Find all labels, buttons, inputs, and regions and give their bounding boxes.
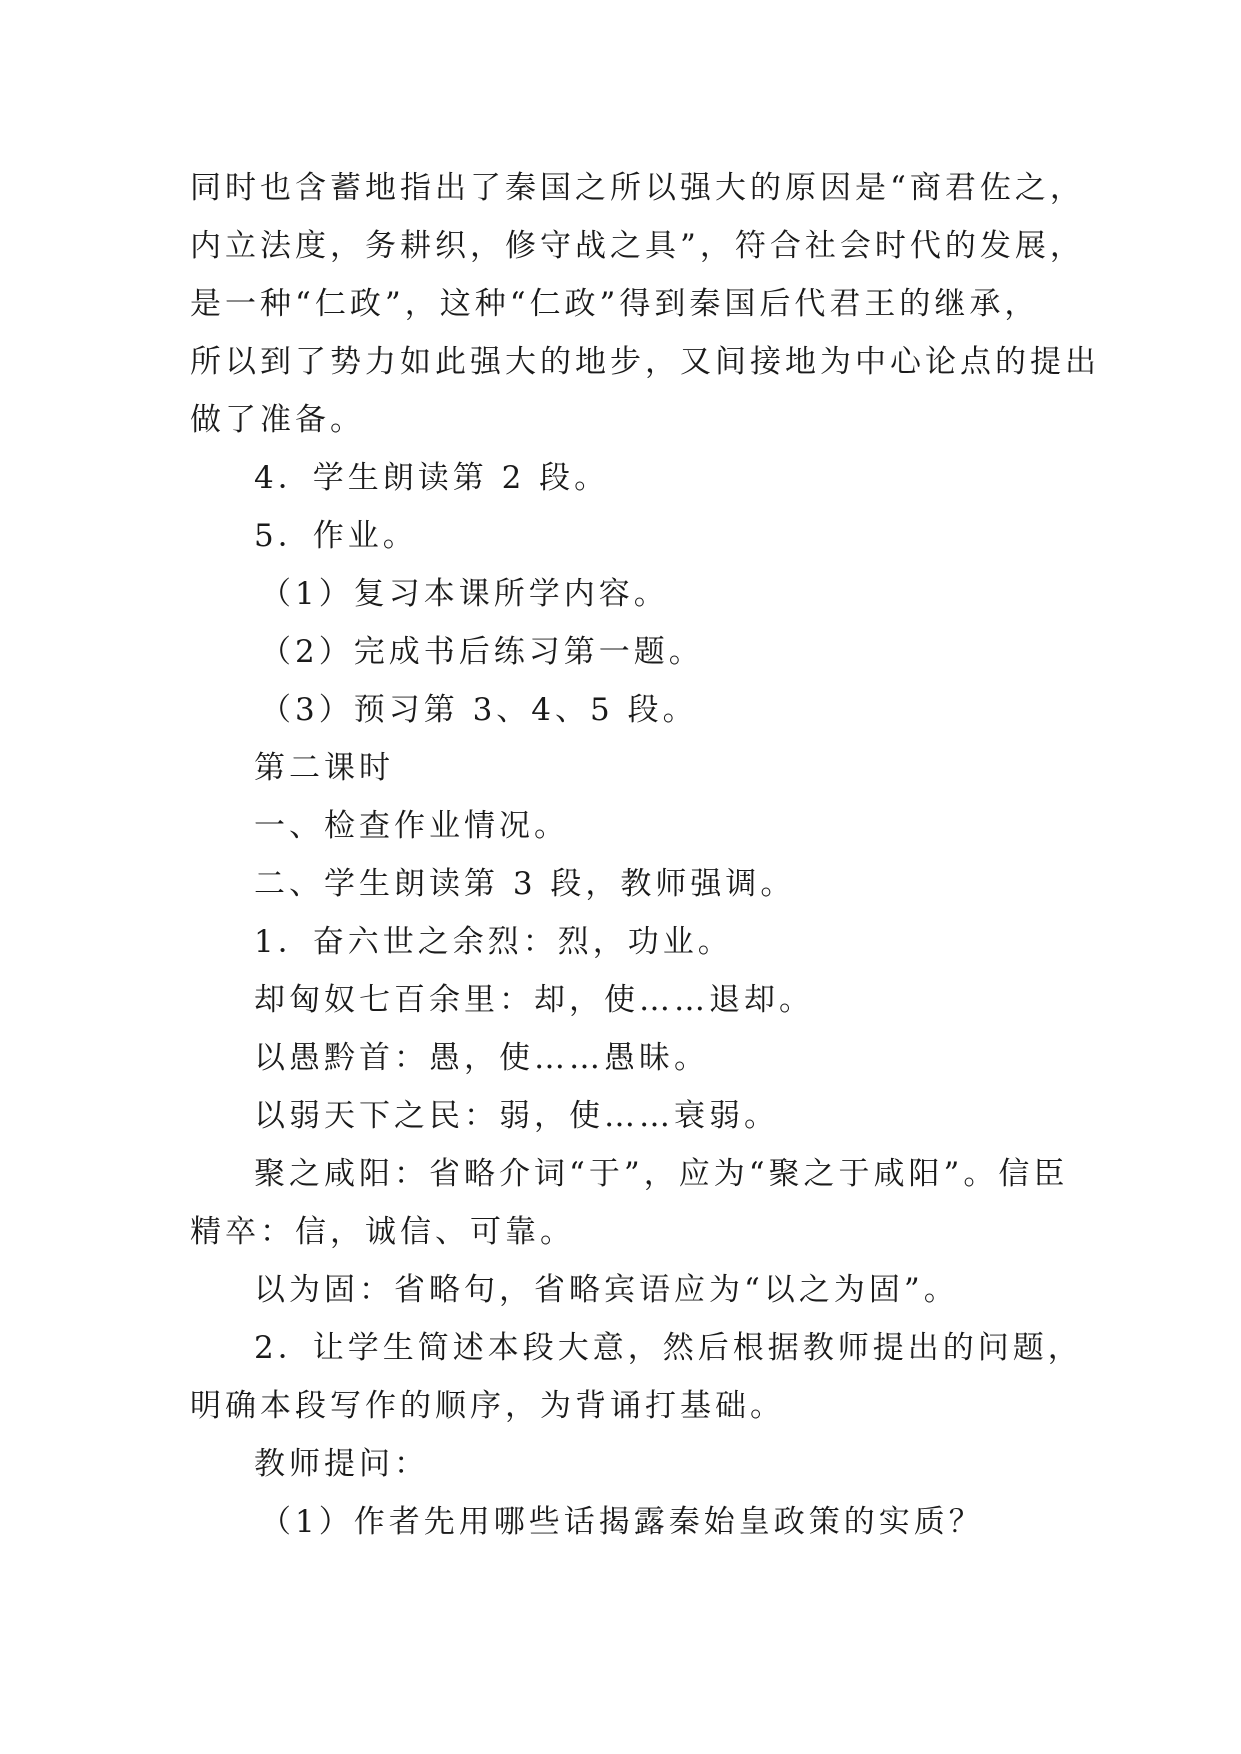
text-line: 以弱天下之民：弱，使……衰弱。 bbox=[254, 1098, 779, 1134]
document-body bbox=[190, 159, 1100, 1551]
text-line: 聚之咸阳：省略介词“于”，应为“聚之于咸阳”。信臣 bbox=[254, 1156, 1069, 1192]
text-line: （3）预习第 3、4、5 段。 bbox=[260, 692, 698, 728]
text-line: 1．奋六世之余烈：烈，功业。 bbox=[254, 924, 733, 960]
text-line: 精卒：信，诚信、可靠。 bbox=[190, 1214, 575, 1250]
text-line: （1）复习本课所学内容。 bbox=[260, 576, 669, 612]
text-line: 明确本段写作的顺序，为背诵打基础。 bbox=[190, 1388, 785, 1424]
text-line: 教师提问： bbox=[254, 1446, 429, 1482]
text-line: 做了准备。 bbox=[190, 402, 365, 438]
text-line: （1）作者先用哪些话揭露秦始皇政策的实质？ bbox=[260, 1504, 984, 1540]
text-line: 4．学生朗读第 2 段。 bbox=[254, 460, 610, 496]
text-line: 内立法度，务耕织，修守战之具”，符合社会时代的发展， bbox=[190, 228, 1085, 264]
text-line: （2）完成书后练习第一题。 bbox=[260, 634, 704, 670]
text-line: 同时也含蓄地指出了秦国之所以强大的原因是“商君佐之， bbox=[190, 170, 1085, 206]
text-line: 一、检查作业情况。 bbox=[254, 808, 569, 844]
text-line: 以为固：省略句，省略宾语应为“以之为固”。 bbox=[254, 1272, 959, 1308]
text-line: 5．作业。 bbox=[254, 518, 418, 554]
text-line: 以愚黔首：愚，使……愚昧。 bbox=[254, 1040, 709, 1076]
text-line: 二、学生朗读第 3 段，教师强调。 bbox=[254, 866, 796, 902]
section-heading: 第二课时 bbox=[254, 750, 394, 786]
text-line: 所以到了势力如此强大的地步，又间接地为中心论点的提出 bbox=[190, 344, 1100, 380]
text-line: 2．让学生简述本段大意，然后根据教师提出的问题， bbox=[254, 1330, 1083, 1366]
text-line: 却匈奴七百余里：却，使……退却。 bbox=[254, 982, 814, 1018]
text-line: 是一种“仁政”，这种“仁政”得到秦国后代君王的继承， bbox=[190, 286, 1040, 322]
